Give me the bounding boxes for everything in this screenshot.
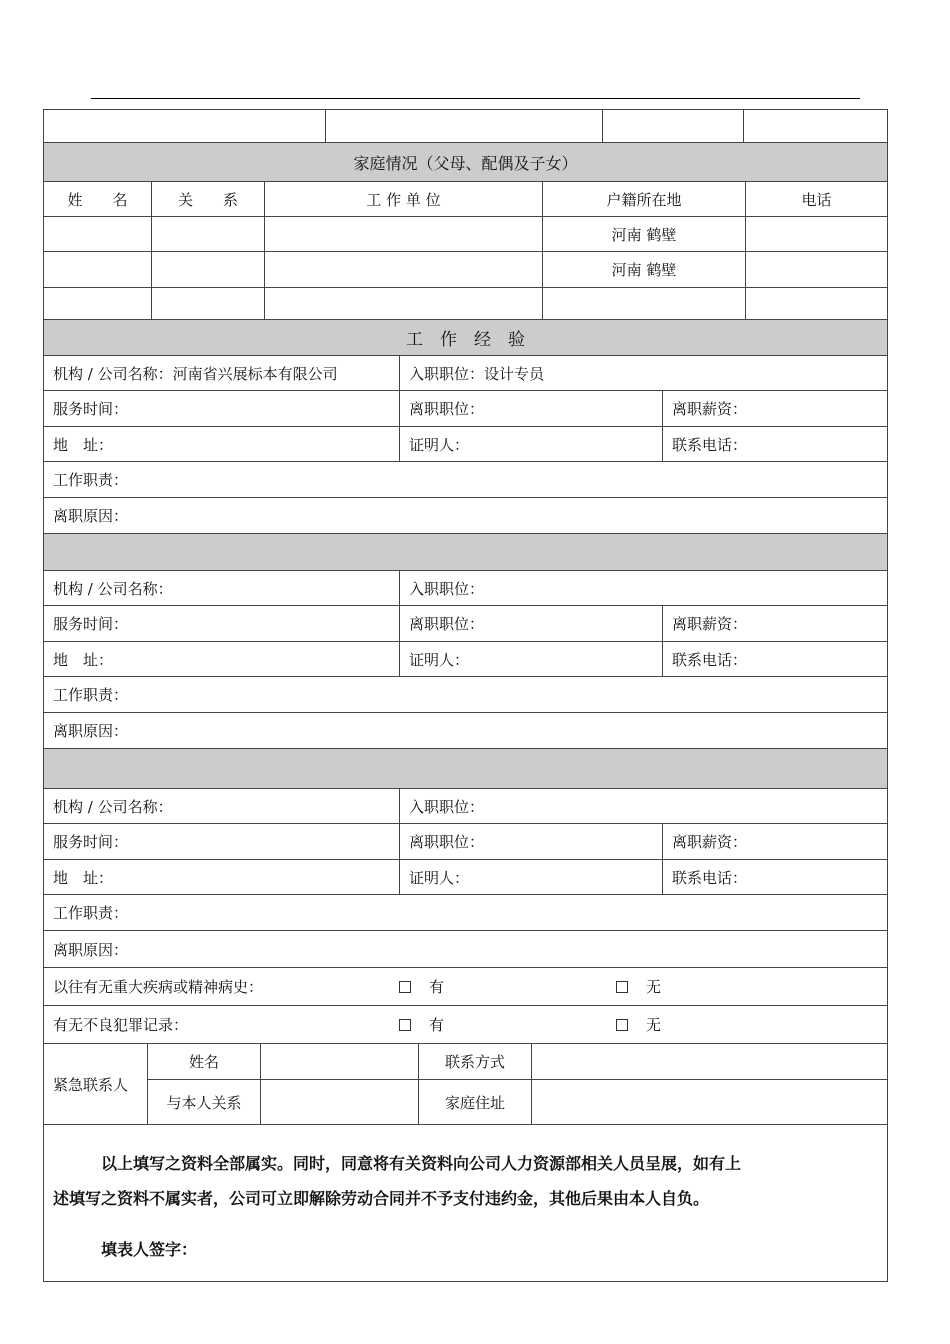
emergency-name-input[interactable] (260, 1043, 419, 1080)
checkbox-icon[interactable] (616, 1019, 628, 1031)
family-col-relation: 关 系 (151, 181, 265, 217)
work-service-time-field[interactable]: 服务时间： (43, 605, 400, 642)
work-entry-position-field[interactable] (399, 570, 888, 606)
work-company-field[interactable] (43, 788, 400, 824)
work-separator (43, 748, 888, 789)
option-yes-label: 有 (429, 1016, 445, 1034)
checkbox-icon[interactable] (616, 981, 628, 993)
header-rule (91, 98, 860, 99)
emergency-contact-label: 联系方式 (418, 1043, 532, 1080)
top-cell-3[interactable] (602, 109, 744, 143)
option-no-label: 无 (646, 978, 662, 996)
family-cell[interactable] (264, 216, 543, 252)
option-yes-label: 有 (429, 978, 445, 996)
work-company-label: 机构 / 公司名称： (53, 364, 173, 383)
top-cell-2[interactable] (325, 109, 603, 143)
work-separator (43, 533, 888, 571)
work-duties-field[interactable]: 工作职责： (43, 894, 888, 931)
family-cell[interactable] (745, 216, 888, 252)
work-duties-field[interactable]: 工作职责： (43, 676, 888, 713)
work-contact-phone-field[interactable]: 联系电话： (662, 859, 888, 895)
family-cell[interactable] (43, 251, 152, 288)
work-reason-field[interactable]: 离职原因： (43, 930, 888, 968)
work-reason-field[interactable]: 离职原因： (43, 497, 888, 534)
work-address-field[interactable]: 地 址： (43, 426, 400, 462)
family-cell[interactable] (542, 287, 746, 320)
work-reference-field[interactable]: 证明人： (399, 426, 663, 462)
disease-history-label: 以往有无重大疾病或精神病史： (53, 978, 264, 996)
declaration-line-1: 以上填写之资料全部属实。同时，同意将有关资料向公司人力资源部相关人员呈展，如有上 (101, 1154, 742, 1173)
declaration-box (43, 1124, 888, 1282)
emergency-address-input[interactable] (531, 1079, 888, 1125)
work-entry-position-field[interactable] (399, 788, 888, 824)
work-reference-field[interactable]: 证明人： (399, 641, 663, 677)
work-address-field[interactable]: 地 址： (43, 859, 400, 895)
work-contact-phone-field[interactable]: 联系电话： (662, 641, 888, 677)
declaration-line-2: 述填写之资料不属实者，公司可立即解除劳动合同并不予支付违约金，其他后果由本人自负。 (53, 1189, 710, 1208)
family-col-employer: 工 作 单 位 (264, 181, 543, 217)
work-entry-position-field[interactable] (399, 355, 888, 391)
checkbox-icon[interactable] (399, 981, 411, 993)
work-company-label: 机构 / 公司名称： (53, 579, 173, 598)
crime-record-row (43, 1005, 888, 1044)
family-col-phone: 电话 (745, 181, 888, 217)
work-entry-position-value: 设计专员 (484, 364, 545, 383)
crime-yes-option[interactable] (399, 1014, 444, 1035)
family-cell-hometown[interactable]: 河南 鹤壁 (542, 216, 746, 252)
work-reason-field[interactable]: 离职原因： (43, 712, 888, 749)
work-company-value: 河南省兴展标本有限公司 (172, 364, 338, 383)
family-cell[interactable] (264, 251, 543, 288)
family-cell[interactable] (43, 287, 152, 320)
family-col-name: 姓 名 (43, 181, 152, 217)
work-entry-position-label: 入职职位： (409, 797, 485, 816)
work-company-field[interactable] (43, 355, 400, 391)
work-contact-phone-field[interactable]: 联系电话： (662, 426, 888, 462)
work-leave-position-field[interactable]: 离职职位： (399, 823, 663, 860)
disease-history-row (43, 967, 888, 1006)
work-leave-salary-field[interactable]: 离职薪资： (662, 605, 888, 642)
family-cell[interactable] (151, 287, 265, 320)
family-col-hometown: 户籍所在地 (542, 181, 746, 217)
family-cell[interactable] (151, 216, 265, 252)
work-service-time-field[interactable]: 服务时间： (43, 823, 400, 860)
checkbox-icon[interactable] (399, 1019, 411, 1031)
work-company-field[interactable] (43, 570, 400, 606)
family-cell[interactable] (745, 287, 888, 320)
work-leave-position-field[interactable]: 离职职位： (399, 390, 663, 427)
family-cell-hometown[interactable]: 河南 鹤壁 (542, 251, 746, 288)
work-service-time-field[interactable]: 服务时间： (43, 390, 400, 427)
work-leave-position-field[interactable]: 离职职位： (399, 605, 663, 642)
family-cell[interactable] (151, 251, 265, 288)
family-cell[interactable] (745, 251, 888, 288)
emergency-contact-title: 紧急联系人 (43, 1043, 148, 1125)
emergency-address-label: 家庭住址 (418, 1079, 532, 1125)
work-duties-field[interactable]: 工作职责： (43, 461, 888, 498)
work-entry-position-label: 入职职位： (409, 579, 485, 598)
crime-no-option[interactable] (616, 1014, 661, 1035)
family-cell[interactable] (43, 216, 152, 252)
top-cell-1[interactable] (43, 109, 326, 143)
work-reference-field[interactable]: 证明人： (399, 859, 663, 895)
crime-record-label: 有无不良犯罪记录： (53, 1016, 189, 1034)
top-cell-4[interactable] (743, 109, 888, 143)
work-address-field[interactable]: 地 址： (43, 641, 400, 677)
work-company-label: 机构 / 公司名称： (53, 797, 173, 816)
disease-yes-option[interactable] (399, 976, 444, 997)
work-leave-salary-field[interactable]: 离职薪资： (662, 823, 888, 860)
work-header: 工 作 经 验 (43, 319, 888, 356)
family-header: 家庭情况（父母、配偶及子女） (43, 142, 888, 182)
emergency-name-label: 姓名 (147, 1043, 261, 1080)
emergency-relation-label: 与本人关系 (147, 1079, 261, 1125)
signature-label: 填表人签字： (101, 1240, 198, 1259)
disease-no-option[interactable] (616, 976, 661, 997)
work-entry-position-label: 入职职位： (409, 364, 485, 383)
emergency-contact-input[interactable] (531, 1043, 888, 1080)
emergency-relation-input[interactable] (260, 1079, 419, 1125)
option-no-label: 无 (646, 1016, 662, 1034)
work-leave-salary-field[interactable]: 离职薪资： (662, 390, 888, 427)
family-cell[interactable] (264, 287, 543, 320)
